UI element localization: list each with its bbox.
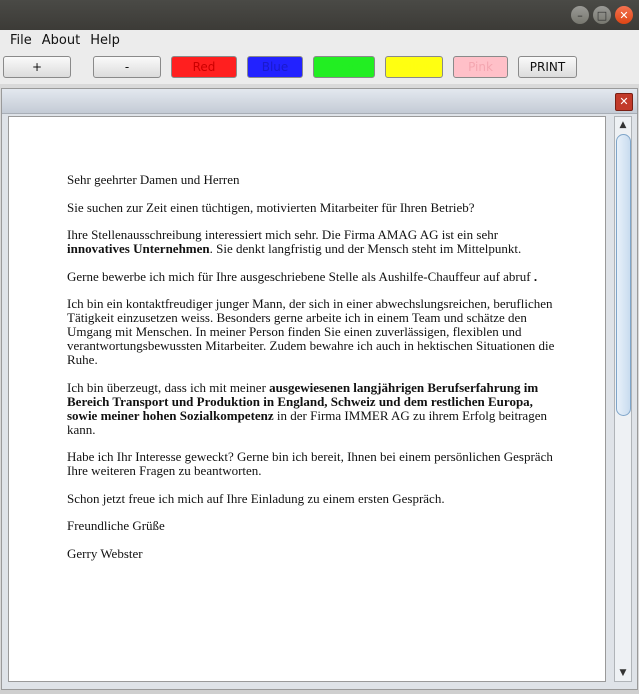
green-color-button[interactable]: Green [313, 56, 375, 78]
paragraph-4: Ich bin ein kontaktfreudiger junger Mann, der sich in einer abwechslungsreichen, beruflichen Tätigkeit einzusetzen weiss. Besonders gerne arbeite ich in einem Team und schätze den Umgang mit Menschen. In meiner Person finden Sie einen zuverlässigen, flexiblen und verantwortungsbewussten Mitarbeiter. Zudem bewahre ich auch in hektischen Situationen die Ruhe. [67, 296, 555, 367]
toolbar [0, 51, 639, 84]
paragraph-2: Ihre Stellenausschreibung interessiert mich sehr. Die Firma AMAG AG ist ein sehr innovatives Unternehmen. Sie denkt langfristig und der Mensch steht im Mittelpunkt. [67, 227, 522, 256]
scroll-thumb[interactable] [616, 134, 631, 416]
close-icon[interactable]: ✕ [615, 93, 633, 111]
minimize-icon[interactable]: – [571, 6, 589, 24]
scroll-down-icon[interactable]: ▼ [619, 668, 627, 678]
yellow-color-button[interactable]: Yellow [385, 56, 443, 78]
paragraph-7: Schon jetzt freue ich mich auf Ihre Einladung zu einem ersten Gespräch. [67, 490, 445, 506]
closing: Freundliche Grüße [67, 518, 165, 533]
print-button[interactable]: PRINT [518, 56, 577, 78]
menu-file[interactable]: File [10, 33, 32, 48]
menu-bar [0, 30, 639, 51]
letter-body [67, 173, 557, 574]
maximize-icon[interactable]: □ [593, 6, 611, 24]
red-color-button[interactable]: Red [171, 56, 237, 78]
close-icon[interactable]: ✕ [615, 6, 633, 24]
scroll-up-icon[interactable]: ▲ [619, 120, 627, 130]
vertical-scrollbar[interactable] [614, 116, 632, 682]
pink-color-button[interactable]: Pink [453, 56, 508, 78]
decrease-font-button[interactable]: - [93, 56, 161, 78]
increase-font-button[interactable]: + [3, 56, 71, 78]
document-frame [1, 88, 638, 690]
document-frame-titlebar[interactable] [2, 89, 637, 114]
paragraph-3: Gerne bewerbe ich mich für Ihre ausgeschriebene Stelle als Aushilfe-Chauffeur auf abruf . [67, 268, 538, 284]
window-controls [571, 6, 633, 24]
blue-color-button[interactable]: Blue [247, 56, 303, 78]
menu-about[interactable]: About [41, 33, 81, 48]
window-titlebar[interactable] [0, 0, 639, 30]
greeting: Sehr geehrter Damen und Herren [67, 172, 240, 187]
paragraph-6: Habe ich Ihr Interesse geweckt? Gerne bin ich bereit, Ihnen bei einem persönlichen Gespräch Ihre weiteren Fragen zu beantworten. [67, 449, 553, 478]
menu-help[interactable]: Help [90, 33, 120, 48]
paragraph-1: Sie suchen zur Zeit einen tüchtigen, motivierten Mitarbeiter für Ihren Betrieb? [67, 199, 475, 215]
window-bottom-edge [0, 690, 639, 694]
text-editor[interactable] [8, 116, 606, 682]
signature: Gerry Webster [67, 545, 143, 561]
paragraph-5: Ich bin überzeugt, dass ich mit meiner ausgewiesenen langjährigen Berufserfahrung im Bereich Transport und Produktion in England, Schweiz und dem restlichen Europa, sowie meiner hohen Sozialkompetenz in der Firma IMMER AG zu ihrem Erfolg beitragen kann. [67, 379, 547, 437]
